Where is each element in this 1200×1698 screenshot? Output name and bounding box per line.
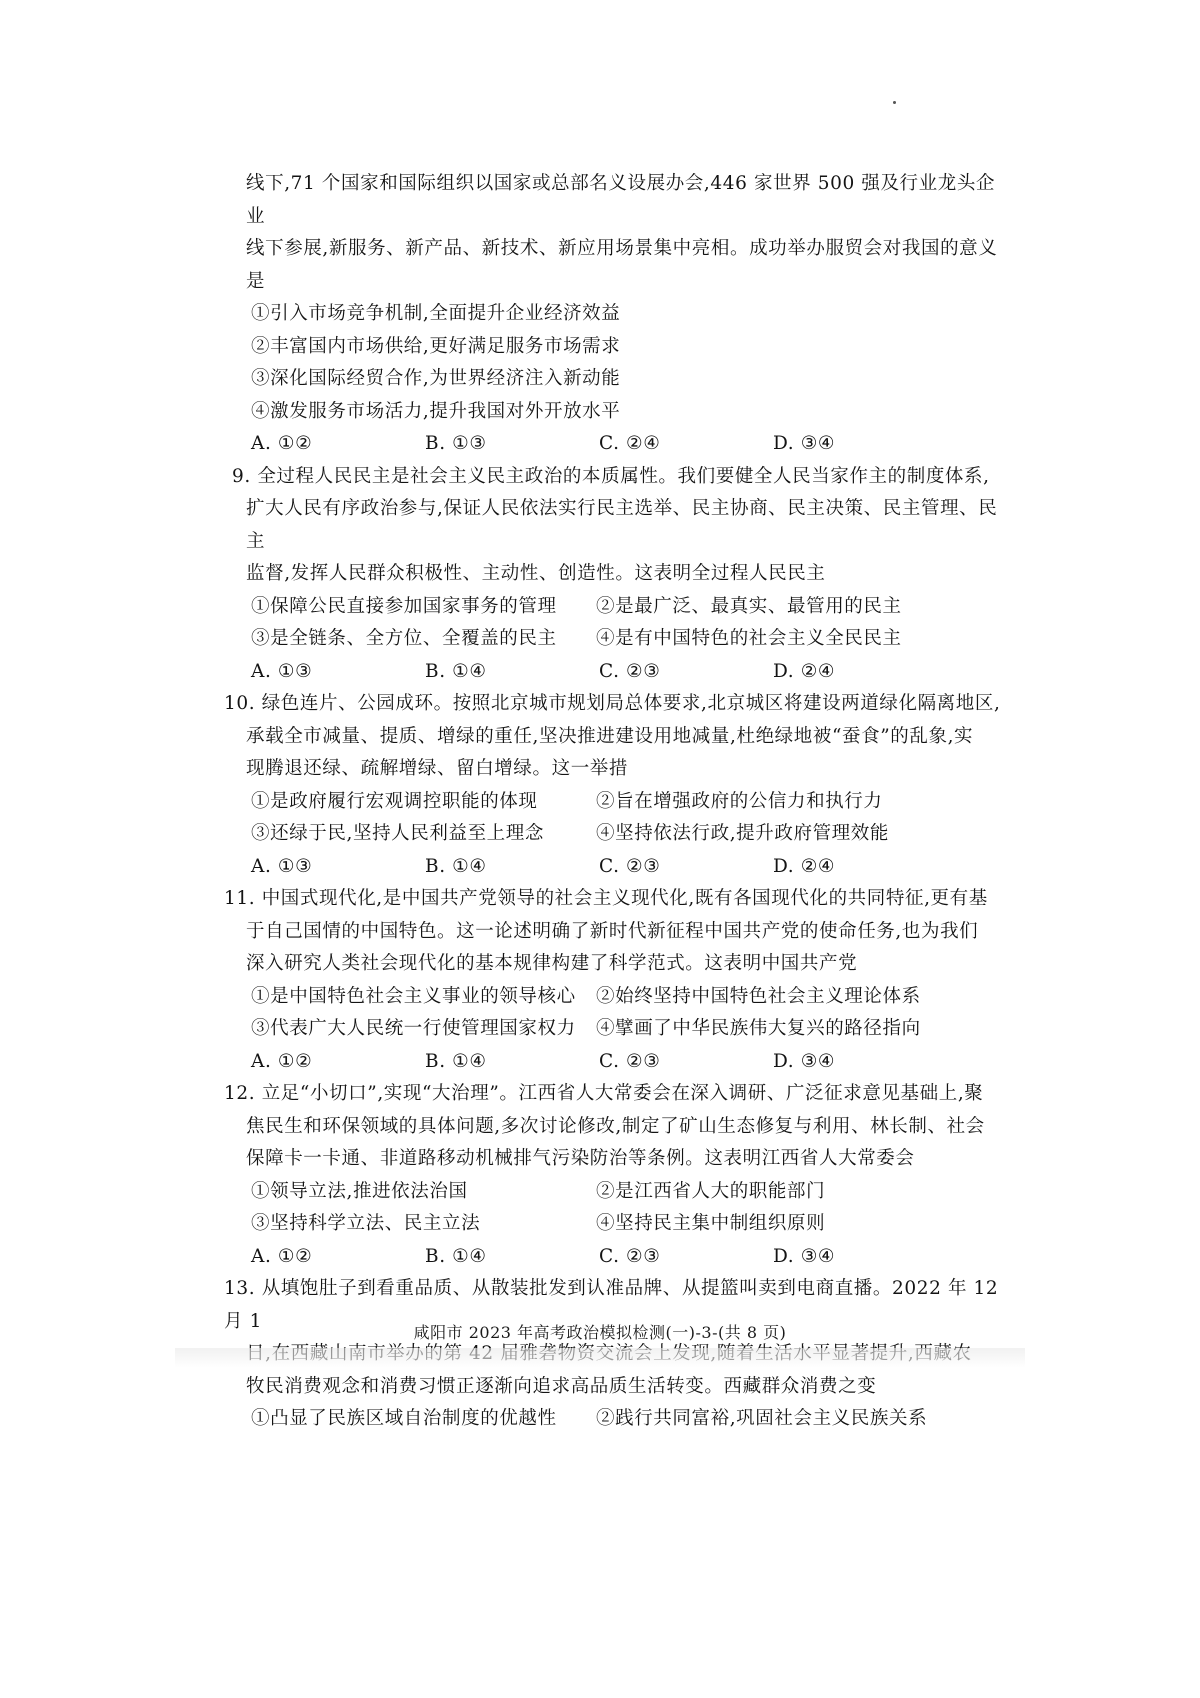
option-statement: ③深化国际经贸合作,为世界经济注入新动能 [251,368,621,389]
option-statement: ③还绿于民,坚持人民利益至上理念 [251,823,544,844]
question-9 [232,461,1006,689]
option-statement: ②始终坚持中国特色社会主义理论体系 [596,985,921,1007]
option-statement: ①是中国特色社会主义事业的领导核心 [251,985,576,1007]
option-statement: ④激发服务市场活力,提升我国对外开放水平 [251,400,621,422]
option-statement: ②旨在增强政府的公信力和执行力 [596,790,883,812]
question-text-line: 监督,发挥人民群众积极性、主动性、创造性。这表明全过程人民民主 [246,563,826,584]
answer-choice-b: B. ①④ [425,660,487,682]
option-row [246,1403,1006,1436]
answer-choice-c: C. ②③ [599,1245,661,1267]
question-text-line: 牧民消费观念和消费习惯正逐渐向追求高品质生活转变。西藏群众消费之变 [246,1375,877,1397]
option-row [246,1208,1006,1241]
answer-choice-d: D. ②④ [773,855,836,877]
option-statement: ④坚持民主集中制组织原则 [596,1213,826,1234]
answer-choices [246,1046,1006,1079]
option-statement: ①引入市场竞争机制,全面提升企业经济效益 [251,303,621,324]
scan-shadow [175,1348,1025,1368]
option-row [246,623,1006,656]
option-statement: ③代表广大人民统一行使管理国家权力 [251,1018,576,1039]
answer-choice-c: C. ②③ [599,660,661,682]
question-text-line: 焦民生和环保领域的具体问题,多次讨论修改,制定了矿山生态修复与利用、林长制、社会 [246,1115,985,1137]
question-text-line: 13. 从填饱肚子到看重品质、从散装批发到认准品牌、从提篮叫卖到电商直播。2022 年 12 月 1 [224,1278,999,1332]
option-statement: ②践行共同富裕,巩固社会主义民族关系 [596,1408,928,1429]
answer-choices [246,1241,1006,1274]
answer-choice-d: D. ③④ [773,1245,836,1267]
option-statement: ①凸显了民族区域自治制度的优越性 [251,1408,557,1429]
option-statement: ②丰富国内市场供给,更好满足服务市场需求 [251,335,621,357]
option-row [246,818,1006,851]
option-statement: ③坚持科学立法、民主立法 [251,1213,481,1234]
question-text-line: 扩大人民有序政治参与,保证人民依法实行民主选举、民主协商、民主决策、民主管理、民主 [246,498,998,552]
page-footer: 咸阳市 2023 年高考政治模拟检测(一)-3-(共 8 页) [413,1323,787,1342]
question-text-line: 于自己国情的中国特色。这一论述明确了新时代新征程中国共产党的使命任务,也为我们 [246,920,979,942]
question-text-line: 线下参展,新服务、新产品、新技术、新应用场景集中亮相。成功举办服贸会对我国的意义是 [246,238,998,292]
answer-choice-a: A. ①③ [251,855,313,877]
answer-choice-a: A. ①② [251,433,313,454]
question-text-line: 线下,71 个国家和国际组织以国家或总部名义设展办会,446 家世界 500 强及行业龙头企业 [246,173,996,227]
question-10 [224,688,1006,883]
scan-speck [893,101,896,104]
question-text-line: 现腾退还绿、疏解增绿、留白增绿。这一举措 [246,758,629,779]
option-statement: ①是政府履行宏观调控职能的体现 [251,790,538,812]
option-row [246,1013,1006,1046]
question-text-line: 承载全市减量、提质、增绿的重任,坚决推进建设用地减量,杜绝绿地被“蚕食”的乱象,实 [246,725,974,747]
answer-choice-b: B. ①③ [425,433,487,454]
answer-choice-b: B. ①④ [425,855,487,877]
option-row [246,981,1006,1014]
answer-choice-d: D. ②④ [773,660,836,682]
option-statement: ④坚持依法行政,提升政府管理效能 [596,823,889,844]
option-statement: ④擘画了中华民族伟大复兴的路径指向 [596,1018,921,1039]
option-row [246,591,1006,624]
question-8-continued [246,168,1006,461]
option-row [246,1176,1006,1209]
question-text-line: 9. 全过程人民民主是社会主义民主政治的本质属性。我们要健全人民当家作主的制度体系, [232,465,990,487]
answer-choice-a: A. ①② [251,1050,313,1072]
question-12 [224,1078,1006,1273]
answer-choice-b: B. ①④ [425,1245,487,1267]
exam-page-content [224,168,1006,1436]
answer-choice-c: C. ②③ [599,855,661,877]
question-text-line: 11. 中国式现代化,是中国共产党领导的社会主义现代化,既有各国现代化的共同特征,更有基 [224,888,988,909]
option-statement: ④是有中国特色的社会主义全民民主 [596,628,902,649]
question-text-line: 深入研究人类社会现代化的基本规律构建了科学范式。这表明中国共产党 [246,953,858,974]
answer-choice-b: B. ①④ [425,1050,487,1072]
question-11 [224,883,1006,1078]
option-statement: ①保障公民直接参加国家事务的管理 [251,595,557,617]
option-row [246,786,1006,819]
question-text-line: 保障卡一卡通、非道路移动机械排气污染防治等条例。这表明江西省人大常委会 [246,1148,915,1169]
option-statement: ①领导立法,推进依法治国 [251,1180,468,1202]
answer-choice-c: C. ②③ [599,1050,661,1072]
question-text-line: 10. 绿色连片、公园成环。按照北京城市规划局总体要求,北京城区将建设两道绿化隔离地区, [224,693,1001,714]
question-text-line: 12. 立足“小切口”,实现“大治理”。江西省人大常委会在深入调研、广泛征求意见基础上,聚 [224,1083,984,1104]
answer-choice-c: C. ②④ [599,433,661,454]
answer-choice-d: D. ③④ [773,433,836,454]
answer-choices [246,656,1006,689]
answer-choices [246,428,1006,461]
answer-choice-d: D. ③④ [773,1050,836,1072]
answer-choices [246,851,1006,884]
option-statement: ②是江西省人大的职能部门 [596,1180,826,1202]
option-statement: ②是最广泛、最真实、最管用的民主 [596,595,902,617]
option-statement: ③是全链条、全方位、全覆盖的民主 [251,628,557,649]
answer-choice-a: A. ①③ [251,660,313,682]
answer-choice-a: A. ①② [251,1245,313,1267]
